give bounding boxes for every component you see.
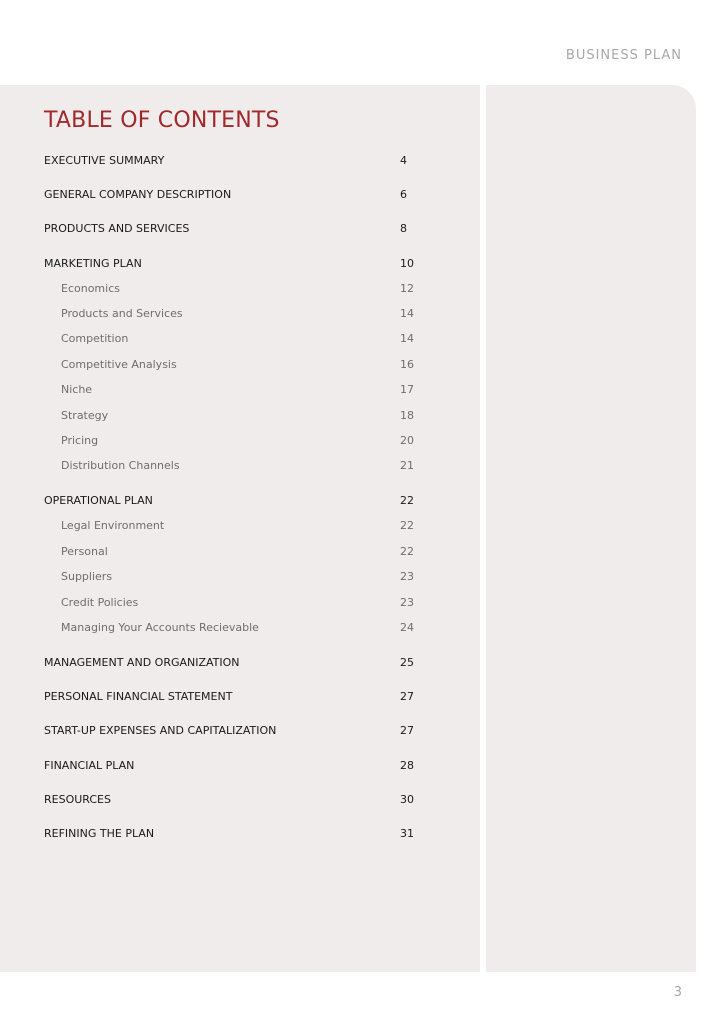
toc-subentry[interactable] <box>0 307 480 325</box>
toc-entry-page: 14 <box>400 332 414 346</box>
toc-entry-page: 24 <box>400 621 414 634</box>
toc-entry-page: 21 <box>400 459 414 473</box>
toc-entry-page: 16 <box>400 357 414 371</box>
toc-entry[interactable] <box>0 759 480 777</box>
toc-subentry[interactable] <box>0 621 480 639</box>
toc-entry-page: 31 <box>400 827 414 840</box>
toc-entry-label: Economics <box>61 281 120 295</box>
toc-subentry[interactable] <box>0 459 480 477</box>
toc-subentry[interactable] <box>0 332 480 350</box>
toc-subentry[interactable] <box>0 358 480 376</box>
toc-entry-page: 23 <box>400 570 414 584</box>
toc-entry[interactable] <box>0 494 480 512</box>
toc-entry-page: 27 <box>400 724 414 738</box>
document-header-label: BUSINESS PLAN <box>565 48 682 63</box>
toc-subentry[interactable] <box>0 545 480 563</box>
toc-entry-page: 18 <box>400 408 414 422</box>
page-number: 3 <box>673 985 682 1000</box>
toc-entry-page: 17 <box>400 383 414 397</box>
toc-entry-label: START-UP EXPENSES AND CAPITALIZATION <box>44 724 277 738</box>
toc-entry-page: 27 <box>400 690 414 704</box>
toc-entry-page: 22 <box>400 494 414 508</box>
toc-entry[interactable] <box>0 827 480 845</box>
toc-entry-label: Credit Policies <box>61 595 139 609</box>
toc-subentry[interactable] <box>0 519 480 537</box>
toc-entry-label: Niche <box>61 383 93 397</box>
toc-entry[interactable] <box>0 222 480 240</box>
toc-entry-label: MARKETING PLAN <box>44 256 142 270</box>
toc-subentry[interactable] <box>0 434 480 452</box>
toc-entry-label: Strategy <box>61 408 109 422</box>
toc-entry-label: OPERATIONAL PLAN <box>44 494 153 508</box>
toc-entry-label: REFINING THE PLAN <box>44 827 155 840</box>
toc-entry-label: FINANCIAL PLAN <box>44 758 135 772</box>
toc-entry-label: Suppliers <box>61 570 113 584</box>
toc-subentry[interactable] <box>0 282 480 300</box>
toc-entry-page: 25 <box>400 656 414 669</box>
toc-subentry[interactable] <box>0 570 480 588</box>
toc-entry-label: MANAGEMENT AND ORGANIZATION <box>44 656 240 669</box>
toc-subentry[interactable] <box>0 383 480 401</box>
toc-entry-page: 12 <box>400 281 414 295</box>
toc-entry[interactable] <box>0 188 480 206</box>
toc-title: TABLE OF CONTENTS <box>44 108 280 133</box>
toc-entry-page: 8 <box>400 222 407 236</box>
toc-entry-label: Personal <box>61 544 108 558</box>
toc-entry[interactable] <box>0 154 480 172</box>
toc-entry[interactable] <box>0 257 480 275</box>
toc-entry-page: 22 <box>400 544 414 558</box>
toc-entry-label: Products and Services <box>61 307 183 320</box>
toc-entry-page: 22 <box>400 519 414 533</box>
toc-entry-page: 14 <box>400 307 414 320</box>
toc-entry-label: RESOURCES <box>44 792 111 806</box>
sidebar-panel <box>486 85 696 972</box>
toc-entry[interactable] <box>0 690 480 708</box>
toc-entry-page: 23 <box>400 595 414 609</box>
toc-subentry[interactable] <box>0 409 480 427</box>
toc-entry-page: 6 <box>400 188 407 202</box>
toc-entry-label: GENERAL COMPANY DESCRIPTION <box>44 188 232 202</box>
toc-entry-page: 10 <box>400 256 414 270</box>
toc-entry-label: Pricing <box>61 434 99 447</box>
toc-entry-page: 20 <box>400 434 414 447</box>
toc-entry-label: Competitive Analysis <box>61 357 177 371</box>
toc-entry-label: Managing Your Accounts Recievable <box>61 621 259 634</box>
toc-subentry[interactable] <box>0 596 480 614</box>
toc-entry-page: 30 <box>400 792 414 806</box>
toc-entry-label: Legal Environment <box>61 519 165 533</box>
toc-entry-label: PRODUCTS AND SERVICES <box>44 222 190 236</box>
toc-entry[interactable] <box>0 724 480 742</box>
toc-entry-label: Distribution Channels <box>61 459 180 473</box>
toc-entry-label: Competition <box>61 332 129 346</box>
toc-entry-label: PERSONAL FINANCIAL STATEMENT <box>44 690 233 704</box>
toc-entry[interactable] <box>0 793 480 811</box>
toc-entry[interactable] <box>0 656 480 674</box>
toc-entry-page: 28 <box>400 758 414 772</box>
toc-entry-label: EXECUTIVE SUMMARY <box>44 154 165 167</box>
toc-entry-page: 4 <box>400 154 407 167</box>
